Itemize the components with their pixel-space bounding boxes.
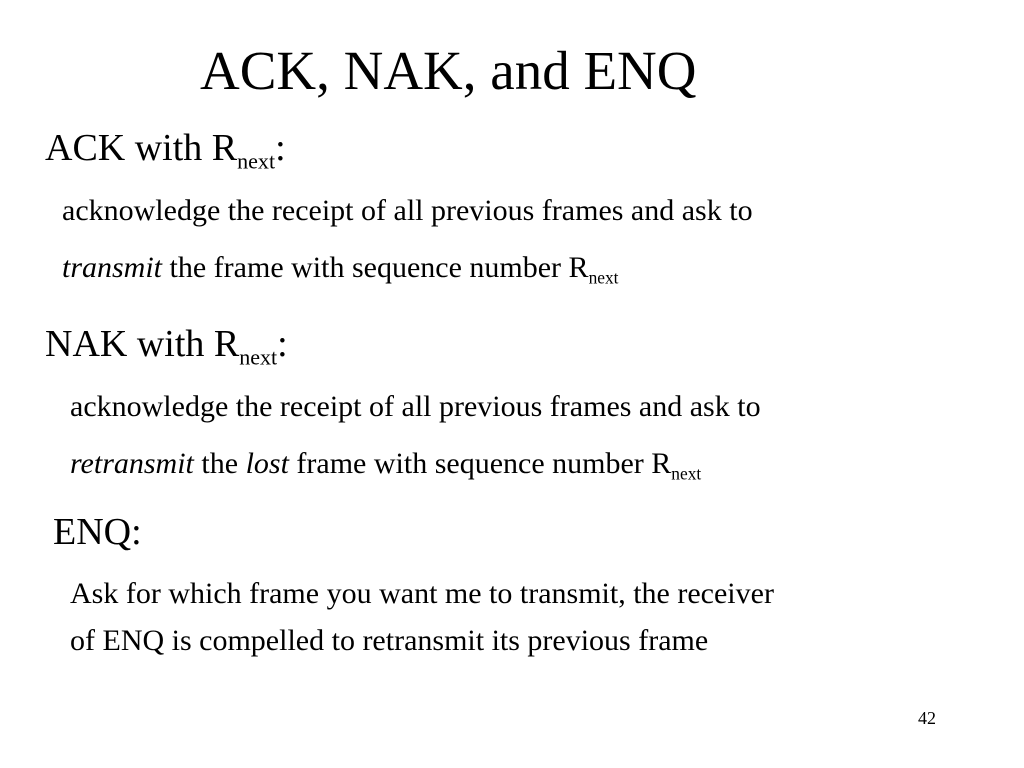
ack-transmit-emphasis: transmit [62,251,163,284]
nak-line-2-text: frame with sequence number R [288,447,672,480]
ack-line-2-subscript: next [588,267,619,288]
nak-heading [45,322,288,370]
ack-description-line-2 [62,250,619,286]
ack-heading [45,126,286,174]
enq-description-line-1: Ask for which frame you want me to transmit, the receiver [70,577,774,610]
nak-heading-colon: : [277,323,288,365]
ack-line-2-text: the frame with sequence number R [162,251,589,284]
nak-retransmit-emphasis: retransmit [70,447,194,480]
nak-heading-subscript: next [239,344,278,370]
enq-description-line-2: of ENQ is compelled to retransmit its previous frame [70,624,709,657]
nak-description-line-1: acknowledge the receipt of all previous frames and ask to [70,390,761,423]
ack-heading-text: ACK with R [45,127,238,169]
nak-line-2-subscript: next [671,463,702,484]
ack-description-line-1: acknowledge the receipt of all previous frames and ask to [62,194,753,227]
nak-heading-text: NAK with R [45,323,240,365]
enq-heading: ENQ: [53,511,142,553]
slide-title: ACK, NAK, and ENQ [200,40,697,101]
nak-line-2-mid: the [193,447,246,480]
ack-heading-subscript: next [237,148,276,174]
ack-heading-colon: : [275,127,286,169]
page-number: 42 [918,708,936,728]
nak-lost-emphasis: lost [245,447,289,480]
nak-description-line-2 [70,446,701,482]
